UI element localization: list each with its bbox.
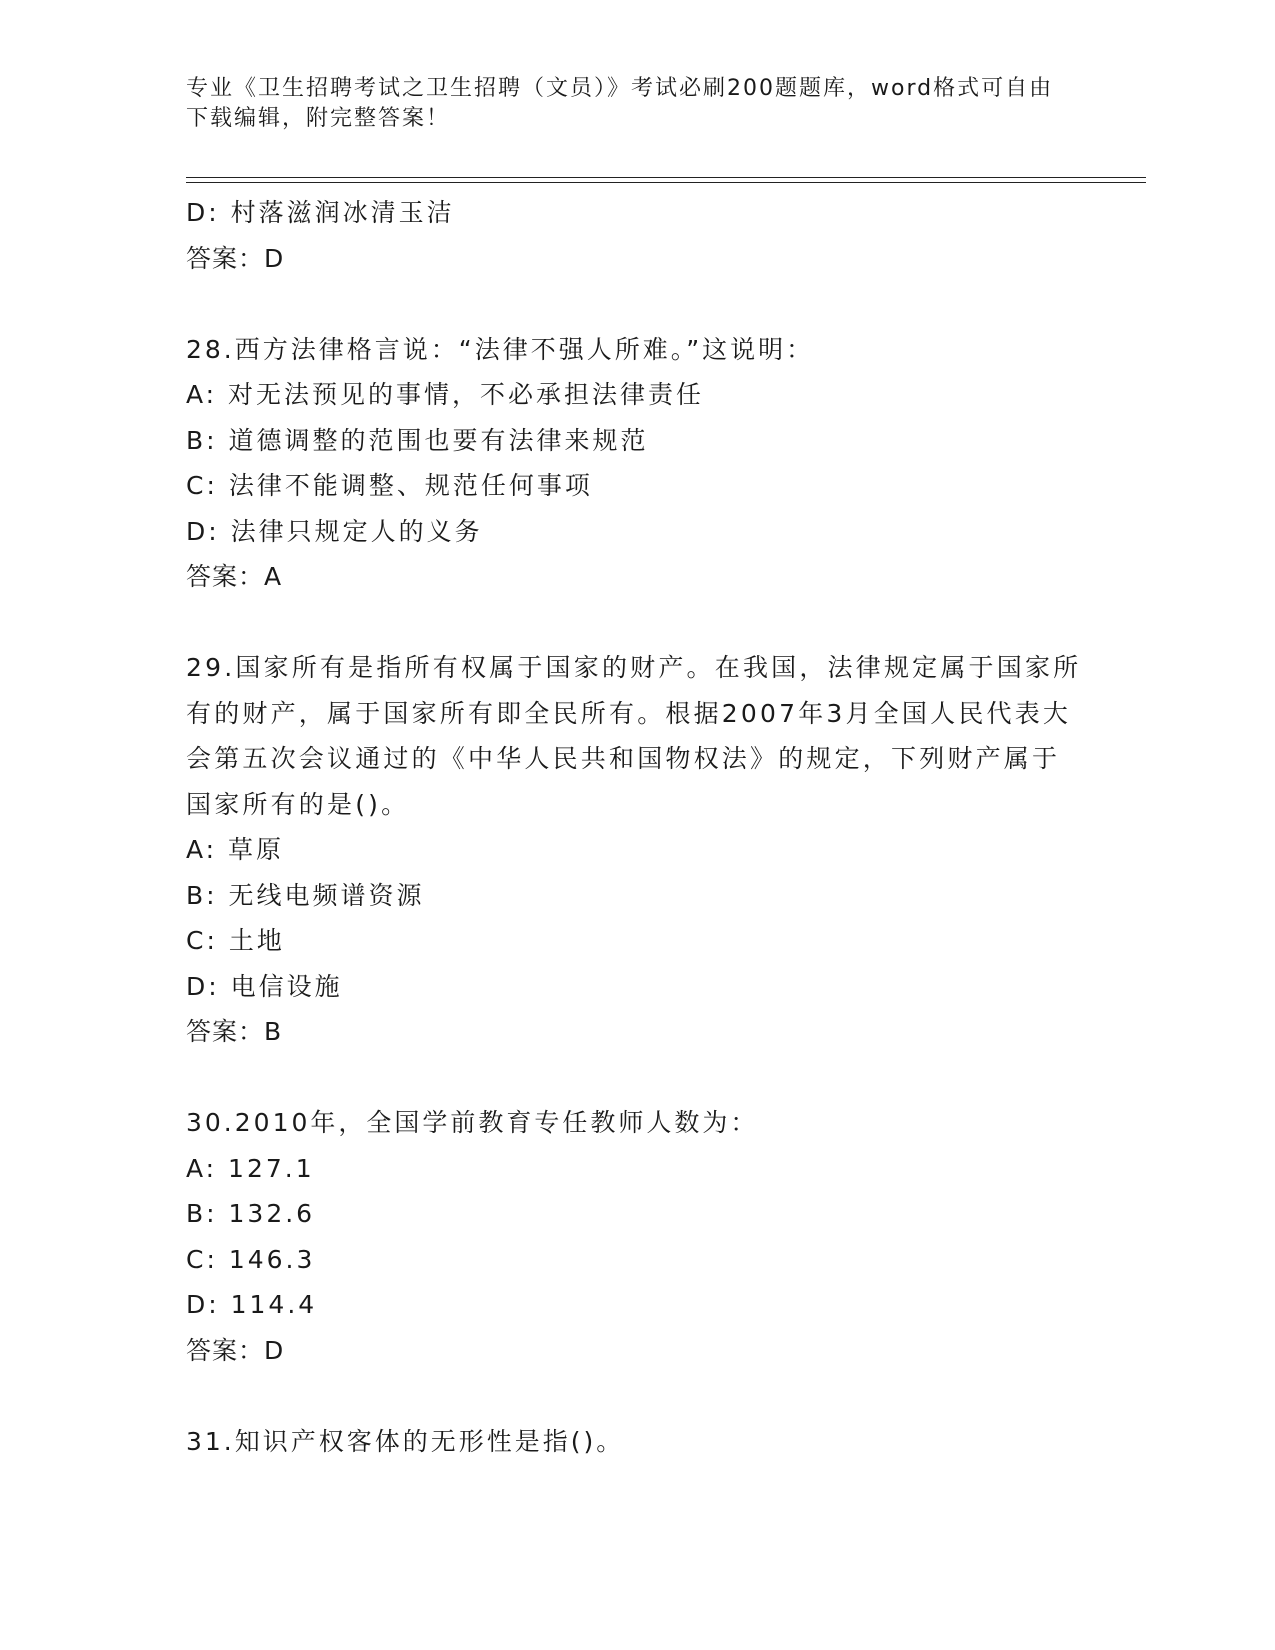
spacer (186, 281, 1086, 327)
question-31 (186, 1419, 1086, 1465)
question-stem: 29.国家所有是指所有权属于国家的财产。在我国，法律规定属于国家所有的财产，属于国家所有即全民所有。根据2007年3月全国人民代表大会第五次会议通过的《中华人民共和国物权法》的规定，下列财产属于国家所有的是()。 (186, 653, 1082, 819)
option-b: B: 132.6 (186, 1199, 316, 1228)
question-stem: 31.知识产权客体的无形性是指()。 (186, 1426, 625, 1456)
option-d: D: 电信设施 (186, 971, 343, 1001)
spacer (186, 1373, 1086, 1419)
option-c: C: 法律不能调整、规范任何事项 (186, 471, 593, 500)
option-a: A: 127.1 (186, 1153, 315, 1183)
document-header: 专业《卫生招聘考试之卫生招聘（文员）》考试必刷200题题库，word格式可自由下载编辑，附完整答案！ (186, 76, 1054, 131)
option-c: C: 土地 (186, 926, 285, 955)
option-b: B: 无线电频谱资源 (186, 880, 425, 910)
question-27-tail (186, 190, 1086, 281)
option-d: D: 法律只规定人的义务 (186, 516, 483, 546)
spacer (186, 600, 1086, 646)
header-rule-bottom (186, 182, 1146, 183)
option-c: C: 146.3 (186, 1244, 316, 1274)
option-d: D: 114.4 (186, 1290, 318, 1319)
option-a: A: 对无法预见的事情，不必承担法律责任 (186, 380, 705, 409)
answer-label: 答案：D (186, 243, 285, 273)
question-29 (186, 645, 1086, 1055)
option-a: A: 草原 (186, 835, 285, 864)
question-30 (186, 1100, 1086, 1373)
spacer (186, 1055, 1086, 1101)
option-d: D: 村落滋润冰清玉洁 (186, 198, 455, 227)
question-stem: 28.西方法律格言说：“法律不强人所难。”这说明： (186, 334, 815, 364)
answer-label: 答案：B (186, 1017, 283, 1046)
answer-label: 答案：A (186, 562, 283, 591)
header-rule-top (186, 177, 1146, 178)
option-b: B: 道德调整的范围也要有法律来规范 (186, 425, 649, 455)
question-28 (186, 327, 1086, 600)
document-body (186, 190, 1086, 1464)
answer-label: 答案：D (186, 1335, 285, 1365)
question-stem: 30.2010年，全国学前教育专任教师人数为： (186, 1108, 759, 1137)
